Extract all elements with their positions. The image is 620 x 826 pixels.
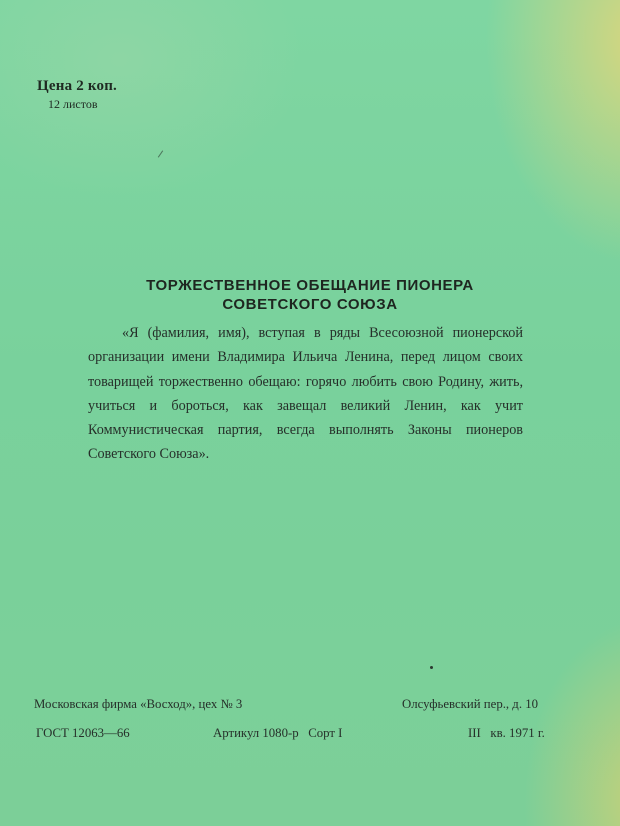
ink-dot	[430, 666, 433, 669]
manufacturer-label: Московская фирма «Восход», цех № 3	[34, 697, 243, 711]
ink-speck	[158, 150, 163, 157]
sheet-count-label: 12 листов	[48, 97, 98, 111]
article-label: Артикул 1080-р Сорт I	[213, 726, 343, 740]
gost-label: ГОСТ 12063—66	[36, 726, 130, 740]
price-label: Цена 2 коп.	[37, 78, 118, 94]
promise-title-line-1: ТОРЖЕСТВЕННОЕ ОБЕЩАНИЕ ПИОНЕРА	[146, 277, 474, 294]
promise-title-line-2: СОВЕТСКОГО СОЮЗА	[222, 296, 398, 313]
address-label: Олсуфьевский пер., д. 10	[402, 697, 539, 711]
pioneer-promise-text: «Я (фамилия, имя), вступая в ряды Всесоюзной пионерской организации имени Владимира Ильича Ленина, перед лицом своих товарищей торжественно обещаю: горячо любить свою Родину, жить, учиться и бороться, как завещал великий Ленин, как учит Коммунистическая партия, всегда выполнять Законы пионеров Советского Союза».	[88, 325, 523, 463]
production-date-label: III кв. 1971 г.	[468, 726, 545, 740]
